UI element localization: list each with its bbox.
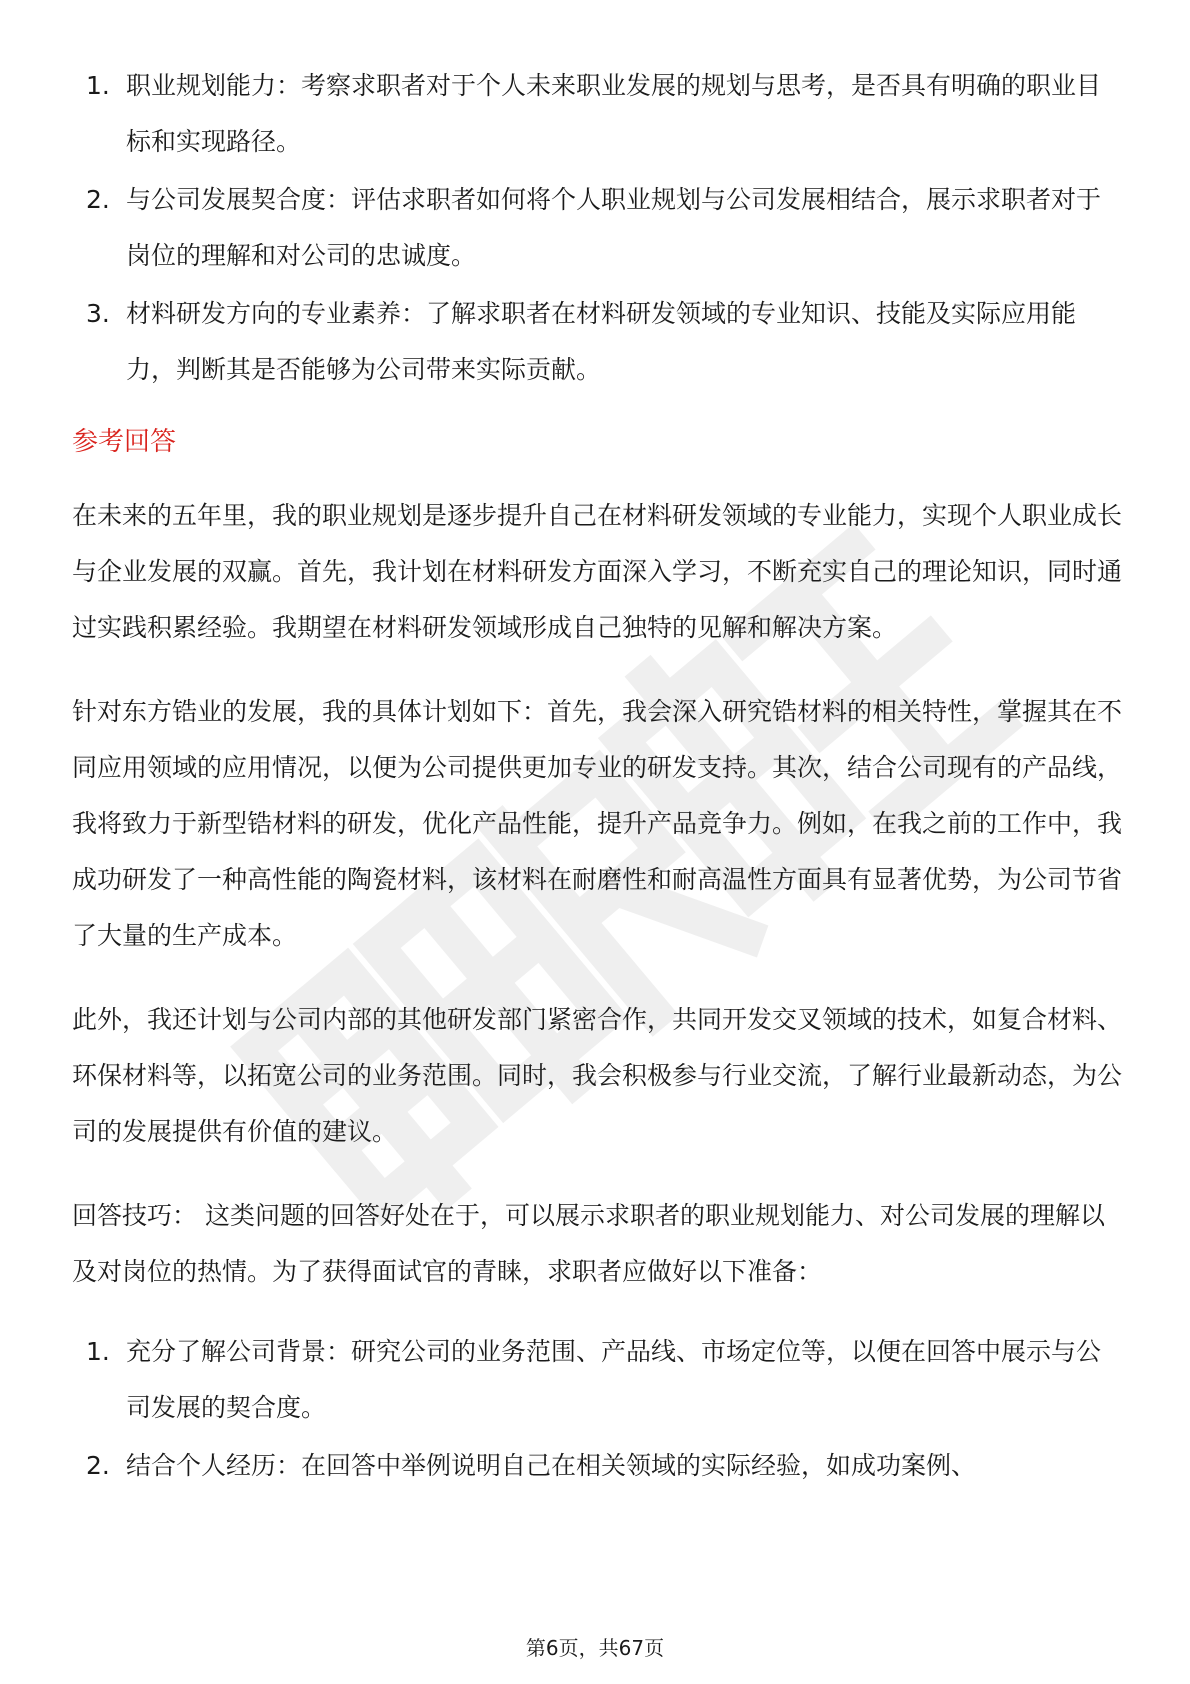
page-footer: 第6页，共67页 [525,1636,665,1660]
list-item-text: 材料研发方向的专业素养：了解求职者在材料研发领域的专业知识、技能及实际应用能力，判断其是否能够为公司带来实际贡献。 [126,299,1077,384]
list-item-text: 职业规划能力：考察求职者对于个人未来职业发展的规划与思考，是否具有明确的职业目标和实现路径。 [126,71,1102,156]
page-content [72,58,1122,1496]
list-number: 1. [86,71,110,100]
list-item [72,58,1122,170]
list-item [72,286,1122,398]
list-number: 2. [86,185,110,214]
answer-tips-paragraph: 回答技巧： 这类问题的回答好处在于，可以展示求职者的职业规划能力、对公司发展的理解以及对岗位的热情。为了获得面试官的青睐，求职者应做好以下准备： [72,1201,1105,1286]
list-item-text: 与公司发展契合度：评估求职者如何将个人职业规划与公司发展相结合，展示求职者对于岗位的理解和对公司的忠诚度。 [126,185,1102,270]
list-number: 2. [86,1451,110,1480]
reference-answer-title: 参考回答 [72,427,177,457]
answer-paragraph: 此外，我还计划与公司内部的其他研发部门紧密合作，共同开发交叉领域的技术，如复合材料、环保材料等，以拓宽公司的业务范围。同时，我会积极参与行业交流，了解行业最新动态，为公司的发展提供有价值的建议。 [72,1005,1123,1146]
list-item-text: 充分了解公司背景：研究公司的业务范围、产品线、市场定位等，以便在回答中展示与公司发展的契合度。 [126,1337,1102,1422]
list-number: 3. [86,299,110,328]
intro-criteria-list [72,58,1122,398]
list-item [72,172,1122,284]
answer-paragraph: 在未来的五年里，我的职业规划是逐步提升自己在材料研发领域的专业能力，实现个人职业成长与企业发展的双赢。首先，我计划在材料研发方面深入学习，不断充实自己的理论知识，同时通过实践积累经验。我期望在材料研发领域形成自己独特的见解和解决方案。 [72,501,1123,642]
list-number: 1. [86,1337,110,1366]
list-item-text: 结合个人经历：在回答中举例说明自己在相关领域的实际经验，如成功案例、 [126,1451,977,1480]
list-item [72,1324,1122,1436]
list-item [72,1438,1122,1494]
answer-paragraph: 针对东方锆业的发展，我的具体计划如下：首先，我会深入研究锆材料的相关特性，掌握其在不同应用领域的应用情况，以便为公司提供更加专业的研发支持。其次，结合公司现有的产品线，我将致力于新型锆材料的研发，优化产品性能，提升产品竞争力。例如，在我之前的工作中，我成功研发了一种高性能的陶瓷材料，该材料在耐磨性和耐高温性方面具有显著优势，为公司节省了大量的生产成本。 [72,697,1123,950]
tips-list [72,1324,1122,1494]
